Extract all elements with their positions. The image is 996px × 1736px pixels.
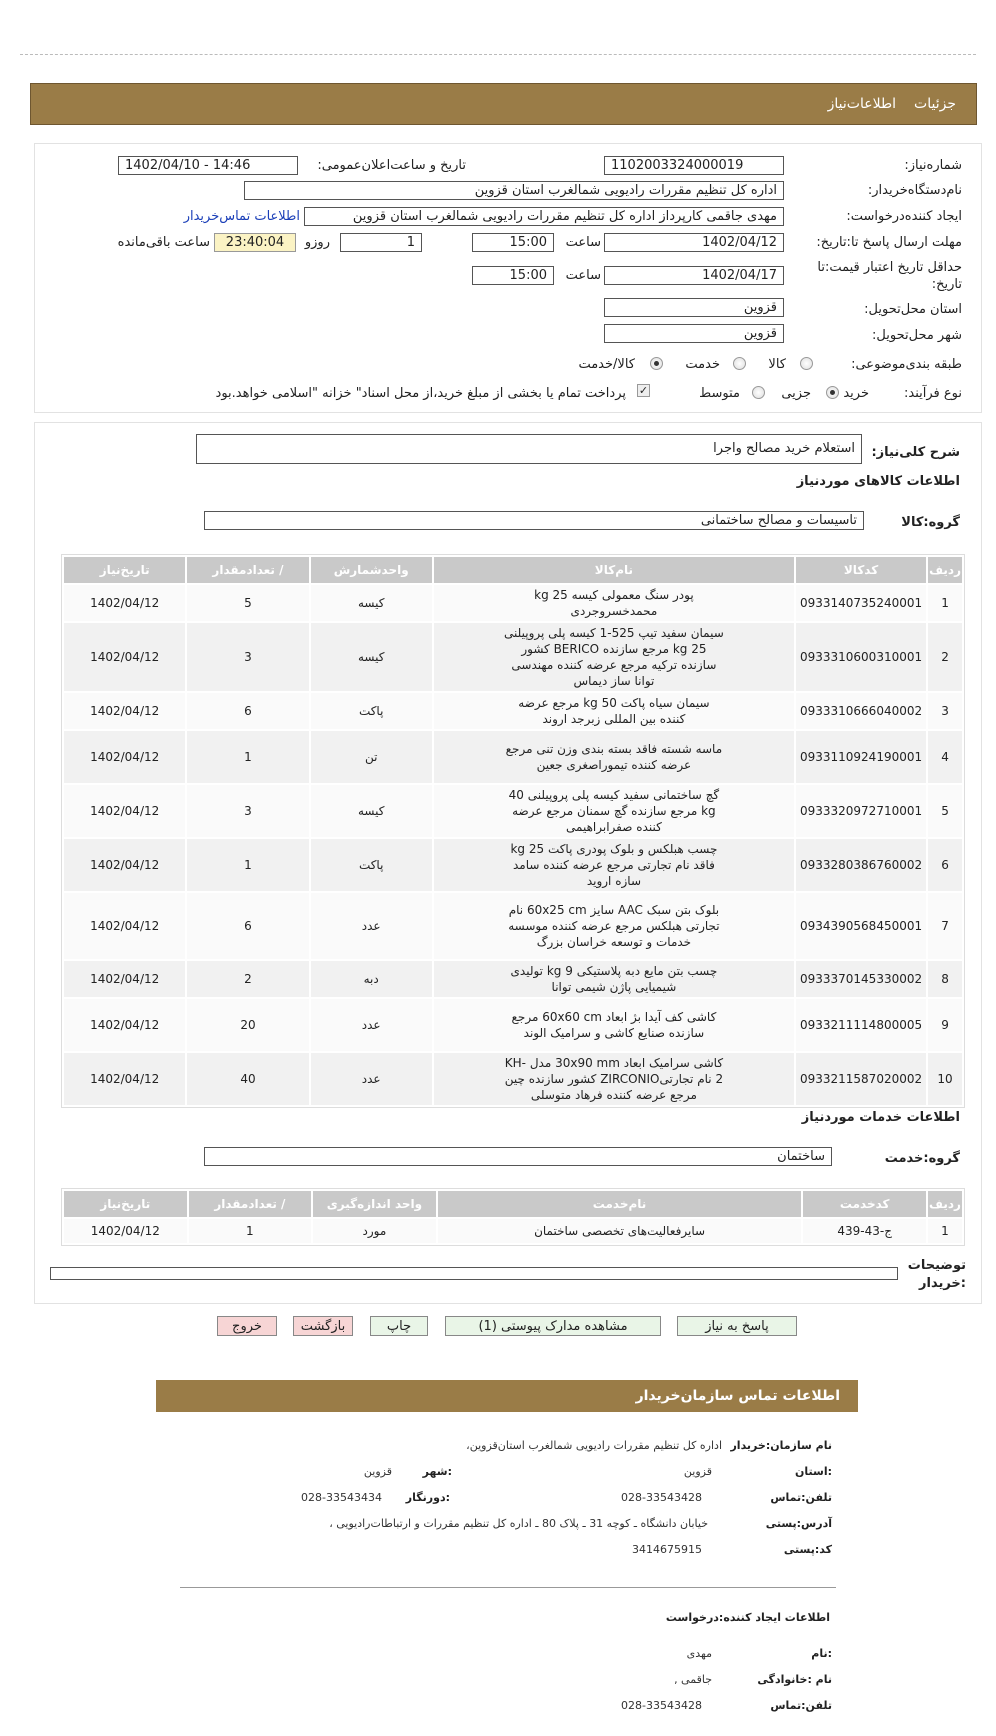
province-field: قزوین [604,298,784,317]
cell-unit: دبه [311,961,432,997]
cell-date: 1402/04/12 [64,585,185,621]
buyer-notes-label: توضیحات [907,1258,966,1273]
cell-name: بلوک بتن سبک AAC سایز 60x25 cm نام تجارتی هبلکس مرجع عرضه کننده موسسه خدمات و توسعه خراسان بزرگ [434,893,794,959]
creator-family-label: نام :خانوادگی [757,1673,832,1686]
cell-name: سایرفعالیت‌های تخصصی ساختمان [438,1219,802,1243]
cell-unit: پاکت [311,839,432,891]
cell-code: 0933211587020002 [796,1053,926,1105]
contact-province-label: :استان [795,1465,832,1478]
cell-code: 0933320972710001 [796,785,926,837]
service-group-label: گروه:خدمت [884,1151,960,1166]
col-index: ردیف [928,1191,962,1217]
radio-goods-service-label: کالا/خدمت [578,357,635,372]
cell-name: سیمان سیاه پاکت 50 kg مرجع عرضه کننده بین المللی زبرجد اروند [434,693,794,729]
cell-code: 0933280386760002 [796,839,926,891]
requester-field: مهدی جاقمی کارپرداز اداره کل تنظیم مقررات رادیویی شمالغرب استان قزوین [304,207,784,226]
cell-index: 9 [928,999,962,1051]
cell-date: 1402/04/12 [64,999,185,1051]
contact-fax-label: :دورنگار [405,1491,450,1504]
table-row [64,693,962,729]
exit-button[interactable]: خروج [217,1316,277,1336]
announce-label: تاریخ و ساعت‌اعلان‌عمومی: [317,158,466,173]
need-number-label: شماره‌نیاز: [904,158,962,173]
table-row [64,1219,962,1243]
city-label: شهر محل‌تحویل: [872,328,962,343]
cell-index: 7 [928,893,962,959]
days-label: روزو [304,235,330,250]
cell-date: 1402/04/12 [64,785,185,837]
cell-date: 1402/04/12 [64,893,185,959]
contact-phone-label: تلفن:تماس [770,1491,832,1504]
cell-code: 0933211114800005 [796,999,926,1051]
contact-fax-value: 028-33543434 [301,1491,382,1504]
cell-qty: 20 [187,999,308,1051]
buyer-org-label: نام‌دستگاه‌خریدار: [867,183,962,198]
goods-group-field: تاسیسات و مصالح ساختمانی [204,511,864,530]
radio-goods-service[interactable] [650,357,663,370]
cell-index: 1 [928,585,962,621]
contact-city-value: قزوین [363,1465,392,1478]
top-divider [20,54,976,55]
cell-code: 0933140735240001 [796,585,926,621]
treasury-checkbox[interactable]: ✓ [638,384,649,397]
cell-name: سیمان سفید تیپ 525-1 کیسه پلی پروپیلنی 25 kg مرجع سازنده BERICO کشور سازنده ترکیه مرجع عرضه کننده مهندسی توانا ساز دیماس [434,623,794,691]
services-table-header [64,1191,962,1217]
cell-qty: 40 [187,1053,308,1105]
col-date: تاریخ‌نیاز [64,1191,187,1217]
category-label: طبقه بندی‌موضوعی: [851,357,962,372]
cell-qty: 2 [187,961,308,997]
summary-label: شرح کلی‌نیاز: [871,445,960,460]
cell-unit: عدد [311,1053,432,1105]
radio-medium[interactable] [752,386,765,399]
tab-need-info[interactable]: اطلاعات‌نیاز [827,96,896,112]
cell-index: 5 [928,785,962,837]
cell-name: پودر سنگ معمولی کیسه 25 kg محمدخسروجردی [434,585,794,621]
cell-unit: مورد [313,1219,436,1243]
radio-partial-label: جزیی [781,386,811,401]
validity-label: حداقل تاریخ اعتبار قیمت:تا [817,260,962,275]
cell-unit: کیسه [311,623,432,691]
radio-goods[interactable] [800,357,813,370]
radio-goods-label: کالا [768,357,786,372]
radio-medium-label: متوسط [699,386,740,401]
cell-unit: عدد [311,999,432,1051]
col-index: ردیف [928,557,962,583]
goods-table [61,554,965,1108]
need-number-field: 1102003324000019 [604,156,784,175]
goods-section-title: اطلاعات کالاهای موردنیاز [796,474,960,489]
col-name: نام‌کالا [434,557,794,583]
goods-group-label: گروه:کالا [901,515,960,530]
cell-qty: 5 [187,585,308,621]
contact-title: اطلاعات تماس سازمان‌خریدار [635,1388,840,1404]
reply-button[interactable]: پاسخ به نیاز [677,1316,797,1336]
cell-name: کاشی کف آیدا بژ ابعاد 60x60 cm مرجع سازنده صنایع کاشی و سرامیک الوند [434,999,794,1051]
col-name: نام‌خدمت [438,1191,802,1217]
validity-date-field: 1402/04/17 [604,266,784,285]
table-row [64,731,962,783]
table-row [64,961,962,997]
table-row [64,585,962,621]
cell-unit: عدد [311,893,432,959]
payment-note: پرداخت تمام یا بخشی از مبلغ خرید،از محل اسناد" خزانه "اسلامی خواهد.بود [215,386,626,401]
province-label: استان محل‌تحویل: [864,302,962,317]
cell-date: 1402/04/12 [64,839,185,891]
cell-qty: 1 [187,731,308,783]
cell-name: ماسه شسته فاقد بسته بندی وزن تنی مرجع عرضه کننده تیموراصغری جعین [434,731,794,783]
cell-index: 2 [928,623,962,691]
deadline-time-field: 15:00 [472,233,554,252]
deadline-date-field: 1402/04/12 [604,233,784,252]
announce-field: 1402/04/10 - 14:46 [118,156,298,175]
goods-table-header [64,557,962,583]
cell-qty: 1 [187,839,308,891]
remaining-timer: 23:40:04 [214,233,296,252]
col-code: کدکالا [796,557,926,583]
cell-code: 0933310666040002 [796,693,926,729]
validity-label-2: تاریخ: [931,277,962,292]
contact-divider [180,1587,836,1588]
cell-date: 1402/04/12 [64,693,185,729]
col-date: تاریخ‌نیاز [64,557,185,583]
cell-index: 6 [928,839,962,891]
buyer-notes-label-2: :خریدار [919,1276,966,1291]
cell-unit: کیسه [311,585,432,621]
radio-service-label: خدمت [685,357,720,372]
cell-qty: 6 [187,693,308,729]
attachments-button[interactable]: مشاهده مدارک پیوستی (1) [445,1316,661,1336]
service-group-field: ساختمان [204,1147,832,1166]
cell-date: 1402/04/12 [64,1219,187,1243]
table-row [64,893,962,959]
validity-time-field: 15:00 [472,266,554,285]
cell-date: 1402/04/12 [64,731,185,783]
table-row [64,999,962,1051]
buyer-contact-link[interactable]: اطلاعات تماس‌خریدار [183,209,300,224]
cell-index: 3 [928,693,962,729]
cell-name: کاشی سرامیک ابعاد 30x90 mm مدل KH-2 نام تجارتیZIRCONIO کشور سازنده چین مرجع عرضه کننده فرهاد متوسلی [434,1053,794,1105]
cell-index: 1 [928,1219,962,1243]
cell-code: 0933110924190001 [796,731,926,783]
services-table [61,1188,965,1246]
cell-code: 0934390568450001 [796,893,926,959]
cell-qty: 3 [187,785,308,837]
contact-postal-label: کد:پستی [783,1543,832,1556]
services-section-title: اطلاعات خدمات موردنیاز [801,1110,960,1125]
cell-name: چسب بتن مایع دبه پلاستیکی 9 kg تولیدی شیمیایی پاژن شیمی توانا [434,961,794,997]
remaining-label: ساعت باقی‌مانده [117,235,210,250]
contact-city-label: :شهر [422,1465,452,1478]
radio-partial[interactable] [826,386,839,399]
cell-date: 1402/04/12 [64,623,185,691]
cell-qty: 6 [187,893,308,959]
contact-org-label: نام سازمان:خریدار [730,1439,832,1452]
tab-details[interactable]: جزئیات [914,96,956,112]
cell-name: چسب هبلکس و بلوک پودری پاکت 25 kg فاقد نام تجارتی مرجع عرضه کننده سامد سازه اروید [434,839,794,891]
city-field: قزوین [604,324,784,343]
cell-unit: پاکت [311,693,432,729]
requester-label: ایجاد کننده‌درخواست: [846,209,962,224]
cell-code: 0933370145330002 [796,961,926,997]
col-unit: واحدشمارش [311,557,432,583]
creator-family-value: جاقمی , [674,1673,712,1686]
creator-phone-label: تلفن:تماس [770,1699,832,1712]
validity-time-label: ساعت [565,268,601,283]
deadline-label: مهلت ارسال پاسخ تا:تاریخ: [816,235,962,250]
col-qty: / تعدادمقدار [187,557,308,583]
deadline-time-label: ساعت [565,235,601,250]
cell-date: 1402/04/12 [64,1053,185,1105]
cell-code: 0933310600310001 [796,623,926,691]
col-code: کدخدمت [803,1191,926,1217]
contact-header-bar [156,1380,858,1412]
table-row [64,1053,962,1105]
days-field: 1 [340,233,422,252]
table-row [64,839,962,891]
creator-phone-value: 028-33543428 [621,1699,702,1712]
creator-name-label: :نام [811,1647,832,1660]
back-button[interactable]: بازگشت [293,1316,353,1336]
buyer-org-field: اداره کل تنظیم مقررات رادیویی شمالغرب استان قزوین [244,181,784,200]
cell-name: گچ ساختمانی سفید کیسه پلی پروپیلنی 40 kg مرجع سازنده گچ سمنان مرجع عرضه کننده صفرابراهیمی [434,785,794,837]
contact-address-label: آدرس:پستی [765,1517,832,1530]
creator-name-value: مهدی [686,1647,712,1660]
cell-qty: 1 [189,1219,312,1243]
contact-postal-value: 3414675915 [632,1543,702,1556]
contact-org-value: اداره کل تنظیم مقررات رادیویی شمالغرب استان‌قزوین، [466,1439,722,1452]
buyer-notes-field [50,1267,898,1280]
cell-qty: 3 [187,623,308,691]
contact-province-value: قزوین [683,1465,712,1478]
cell-index: 10 [928,1053,962,1105]
cell-unit: کیسه [311,785,432,837]
table-row [64,623,962,691]
cell-index: 8 [928,961,962,997]
table-row [64,785,962,837]
summary-field: استعلام خرید مصالح واجرا [196,434,862,464]
contact-address-value: خیابان دانشگاه ـ کوچه 31 ـ پلاک 80 ـ اداره کل تنظیم مقررات و ارتباطات‌رادیویی ، [329,1517,708,1530]
print-button[interactable]: چاپ [370,1316,428,1336]
cell-unit: تن [311,731,432,783]
cell-date: 1402/04/12 [64,961,185,997]
col-qty: / تعدادمقدار [189,1191,312,1217]
col-unit: واحد اندازه‌گیری [313,1191,436,1217]
cell-code: ج-43-439 [803,1219,926,1243]
process-type: خرید [843,386,869,401]
cell-index: 4 [928,731,962,783]
contact-phone-value: 028-33543428 [621,1491,702,1504]
process-label: نوع فرآیند: [904,386,962,401]
header-bar [30,83,977,125]
creator-title: اطلاعات ایجاد کننده:درخواست [665,1611,830,1624]
radio-service[interactable] [733,357,746,370]
